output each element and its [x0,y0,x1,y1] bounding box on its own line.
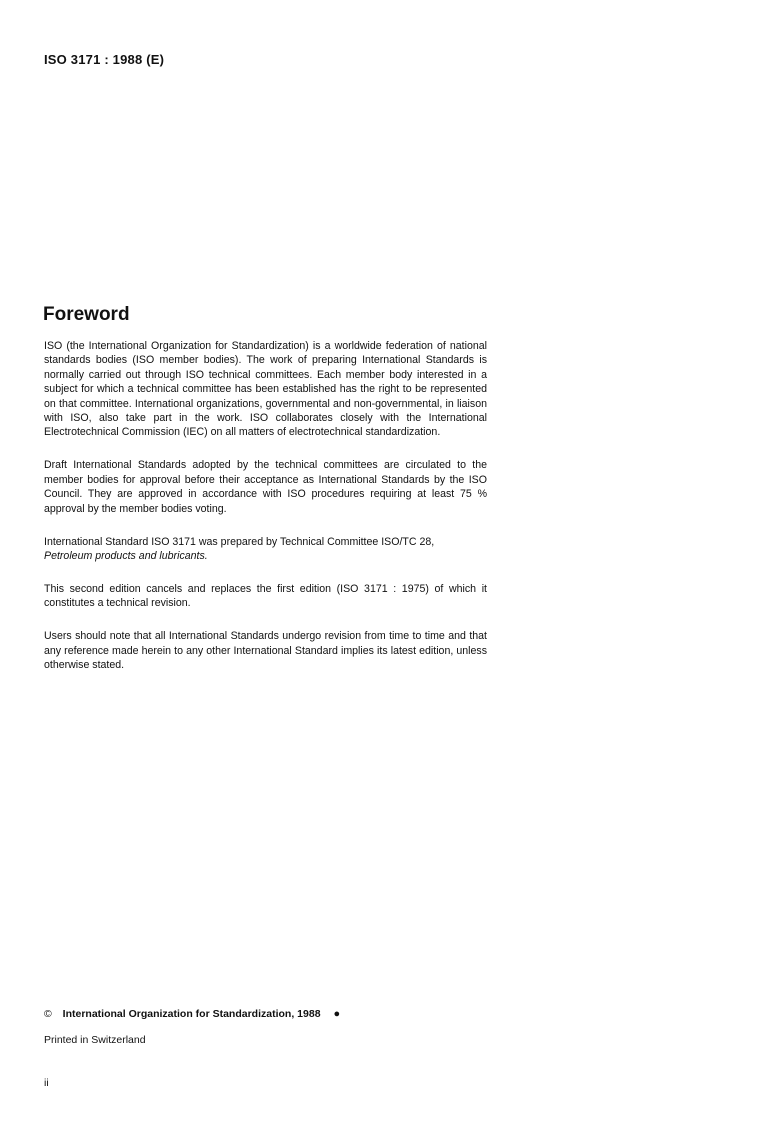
paragraph-draft-standards: Draft International Standards adopted by the technical committees are circulated to the member bodies for approval before their acceptance as International Standards by the ISO Council. They are approved in accordance with ISO procedures requiring at least 75 % approval by the member bodies voting. [44,459,487,515]
copyright-text: International Organization for Standardization, 1988 [62,1008,321,1020]
printed-in: Printed in Switzerland [44,1034,146,1046]
paragraph-edition: This second edition cancels and replaces the first edition (ISO 3171 : 1975) of which it constitutes a technical revision. [44,583,487,610]
copyright-icon: © [44,1008,52,1020]
paragraph-iso-intro: ISO (the International Organization for Standardization) is a worldwide federation of national standards bodies (ISO member bodies). The work of preparing International Standards is normally carried out through ISO technical committees. Each member body interested in a subject for which a technical committee has been established has the right to be represented on that committee. International organizations, governmental and non-governmental, in liaison with ISO, also take part in the work. ISO collaborates closely with the International Electrotechnical Commission (IEC) on all matters of electrotechnical standardization. [44,340,487,439]
paragraph-revision-note: Users should note that all International Standards undergo revision from time to time and that any reference made herein to any other International Standard implies its latest edition, unless otherwise stated. [44,630,487,672]
bullet-icon: ● [333,1008,341,1020]
foreword-body [44,339,487,691]
page-number: ii [44,1077,49,1089]
document-id: ISO 3171 : 1988 (E) [44,52,165,67]
copyright-line [44,1008,340,1020]
page-title: Foreword [43,304,130,325]
prepared-by-text: International Standard ISO 3171 was prepared by Technical Committee ISO/TC 28, [44,535,435,548]
committee-title: Petroleum products and lubricants. [44,550,208,563]
paragraph-prepared-by [44,535,487,564]
